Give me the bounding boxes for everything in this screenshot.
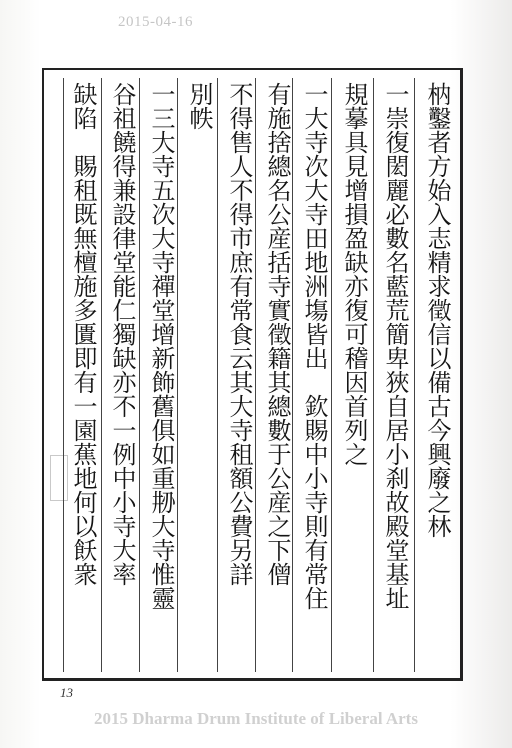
page-number: 13: [60, 685, 73, 700]
text-column-9: 谷祖饒得兼設律堂能仁獨缺亦不一例中小寺大率: [108, 82, 136, 586]
column-divider: [139, 78, 140, 672]
text-column-2: 一崇復閎麗必數名藍荒簡卑狹自居小刹故殿堂基址: [381, 82, 409, 610]
text-column-10: 缺陷 賜租既無檀施多匱即有一園蕉地何以飫衆: [69, 82, 97, 586]
column-divider: [101, 78, 102, 672]
column-divider: [63, 78, 64, 672]
text-column-8: 一三大寺五次大寺禪堂增新飾舊俱如重刱大寺惟靈: [147, 82, 175, 610]
text-column-4: 一大寺次大寺田地洲塲皆出 欽賜中小寺則有常住: [300, 82, 328, 610]
column-divider: [331, 78, 332, 672]
column-divider: [373, 78, 374, 672]
date-stamp: 2015-04-16: [118, 14, 193, 30]
column-divider: [217, 78, 218, 672]
watermark-footer: 2015 Dharma Drum Institute of Liberal Arts: [94, 709, 418, 728]
margin-edge-text: [44, 80, 60, 670]
text-column-7: 別帙: [185, 82, 213, 130]
text-column-3: 規摹具見增損盈缺亦復可稽因首列之: [340, 82, 368, 466]
text-column-1: 枘鑿者方始入志精求徵信以備古今興廢之林: [423, 82, 451, 538]
text-column-5: 有施捨總名公産括寺實徵籍其總數于公産之下僧: [263, 82, 291, 586]
text-column-6: 不得售人不得市庶有常食云其大寺租額公費另詳: [225, 82, 253, 586]
column-divider: [414, 78, 415, 672]
